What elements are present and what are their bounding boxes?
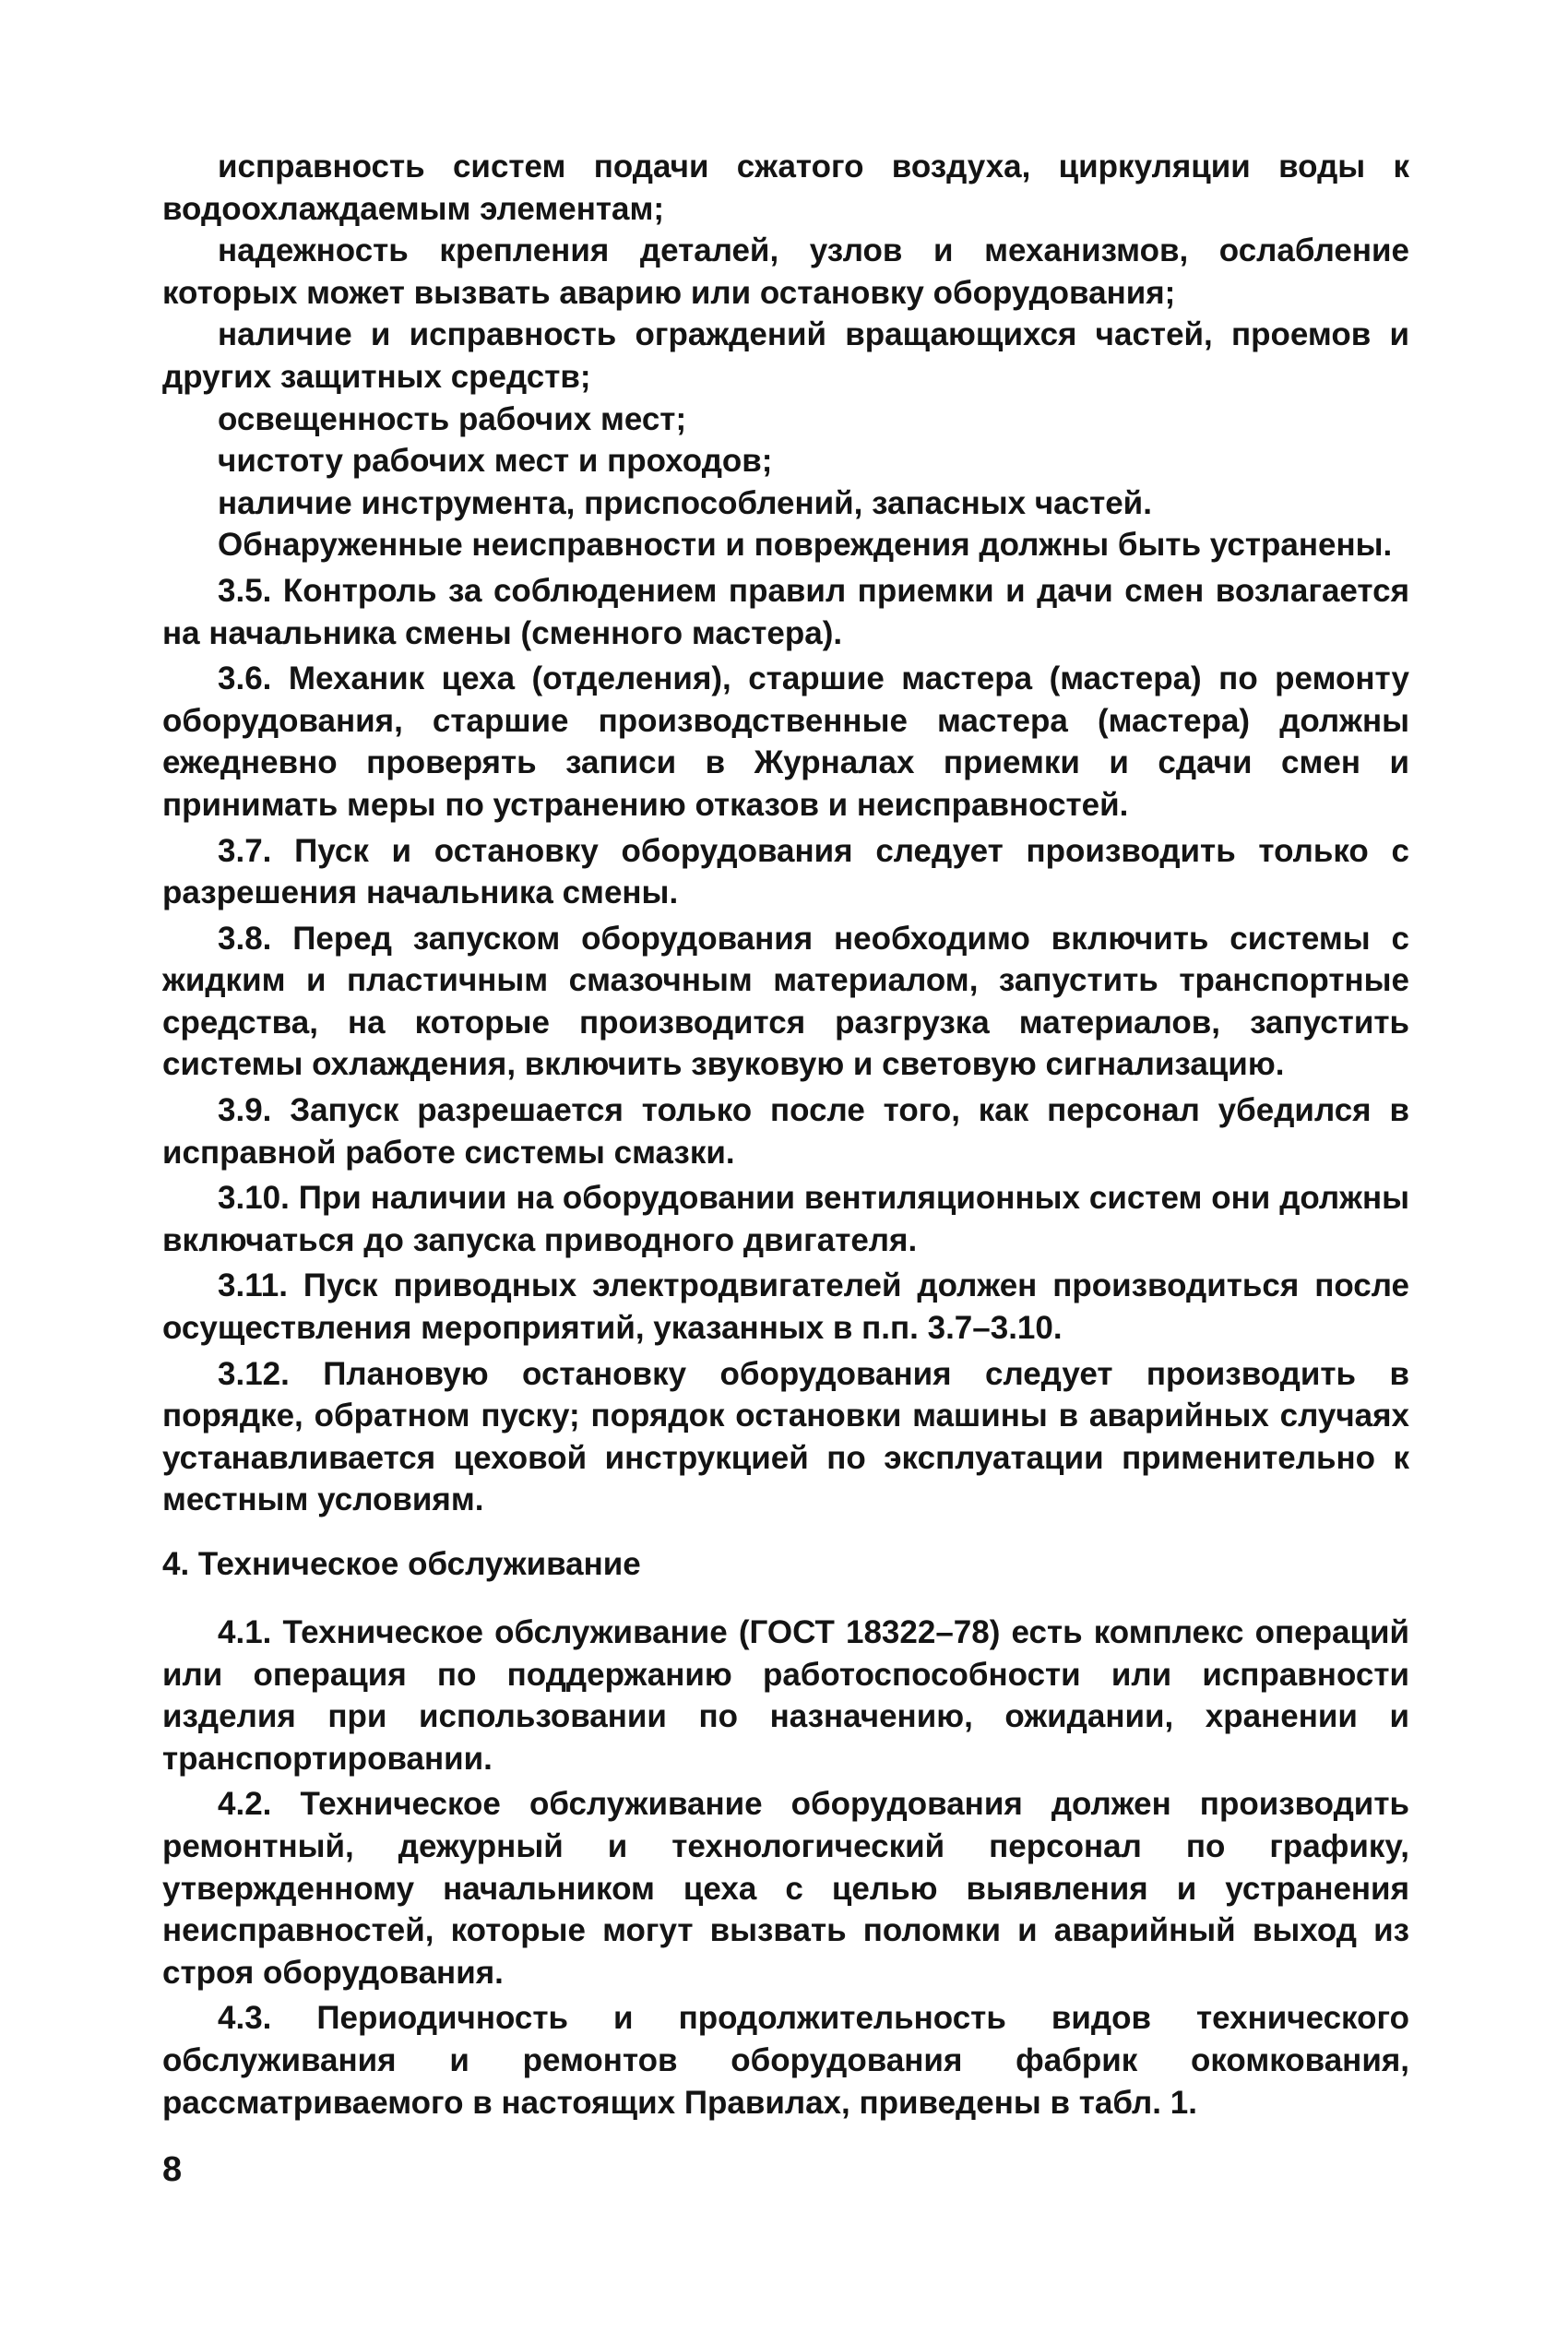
paragraph-3-12: 3.12. Плановую остановку оборудования следует производить в порядке, обратном пуску; порядок остановки машины в аварийных случаях устанавливается цеховой инструкцией по эксплуатации применительно к местным условиям. — [162, 1355, 1409, 1518]
paragraph-3-10: 3.10. При наличии на оборудовании вентиляционных систем они должны включаться до запуска приводного двигателя. — [162, 1180, 1409, 1258]
paragraph-4-1: 4.1. Техническое обслуживание (ГОСТ 18322–78) есть комплекс операций или операция по поддержанию работоспособности или исправности изделия при использовании по назначению, ожидании, хранении и транспортировании. — [162, 1614, 1409, 1777]
body-text — [162, 146, 1409, 2124]
paragraph-3-8: 3.8. Перед запуском оборудования необходимо включить системы с жидким и пластичным смазочным материалом, запустить транспортные средства, на которые производится разгрузка материалов, запустить системы охлаждения, включить звуковую и световую сигнализацию. — [162, 920, 1409, 1083]
paragraph-tools: наличие инструмента, приспособлений, запасных частей. — [218, 484, 1152, 521]
paragraph-3-6: 3.6. Механик цеха (отделения), старшие мастера (мастера) по ремонту оборудования, старшие производственные мастера (мастера) должны ежедневно проверять записи в Журналах приемки и сдачи смен и принимать меры по устранению отказов и неисправностей. — [162, 660, 1409, 823]
paragraph-3-11: 3.11. Пуск приводных электродвигателей должен производиться после осуществления мероприятий, указанных в п.п. 3.7–3.10. — [162, 1267, 1409, 1347]
paragraph-3-5: 3.5. Контроль за соблюдением правил приемки и дачи смен возлагается на начальника смены (сменного мастера). — [162, 572, 1409, 651]
page-number: 8 — [162, 2150, 183, 2189]
paragraph-4-3: 4.3. Периодичность и продолжительность видов технического обслуживания и ремонтов оборудования фабрик окомкования, рассматриваемого в настоящих Правилах, приведены в табл. 1. — [162, 2000, 1409, 2121]
paragraph-guards: наличие и исправность ограждений вращающихся частей, проемов и других защитных средств; — [162, 316, 1409, 395]
paragraph-3-7: 3.7. Пуск и остановку оборудования следует производить только с разрешения начальника смены. — [162, 832, 1409, 911]
paragraph-cleanliness: чистоту рабочих мест и проходов; — [218, 443, 773, 480]
paragraph-fastening: надежность крепления деталей, узлов и механизмов, ослабление которых может вызвать аварию или остановку оборудования; — [162, 232, 1409, 311]
paragraph-compressed-air: исправность систем подачи сжатого воздуха, циркуляции воды к водоохлаждаемым элементам; — [162, 149, 1409, 227]
paragraph-4-2: 4.2. Техническое обслуживание оборудования должен производить ремонтный, дежурный и технологический персонал по графику, утвержденному начальником цеха с целью выявления и устранения неисправностей, которые могут вызвать поломки и аварийный выход из строя оборудования. — [162, 1786, 1409, 1991]
paragraph-faults: Обнаруженные неисправности и повреждения должны быть устранены. — [218, 527, 1393, 564]
section-heading: 4. Техническое обслуживание — [162, 1546, 641, 1582]
paragraph-3-9: 3.9. Запуск разрешается только после того, как персонал убедился в исправной работе системы смазки. — [162, 1092, 1409, 1171]
paragraph-lighting: освещенность рабочих мест; — [218, 400, 687, 437]
